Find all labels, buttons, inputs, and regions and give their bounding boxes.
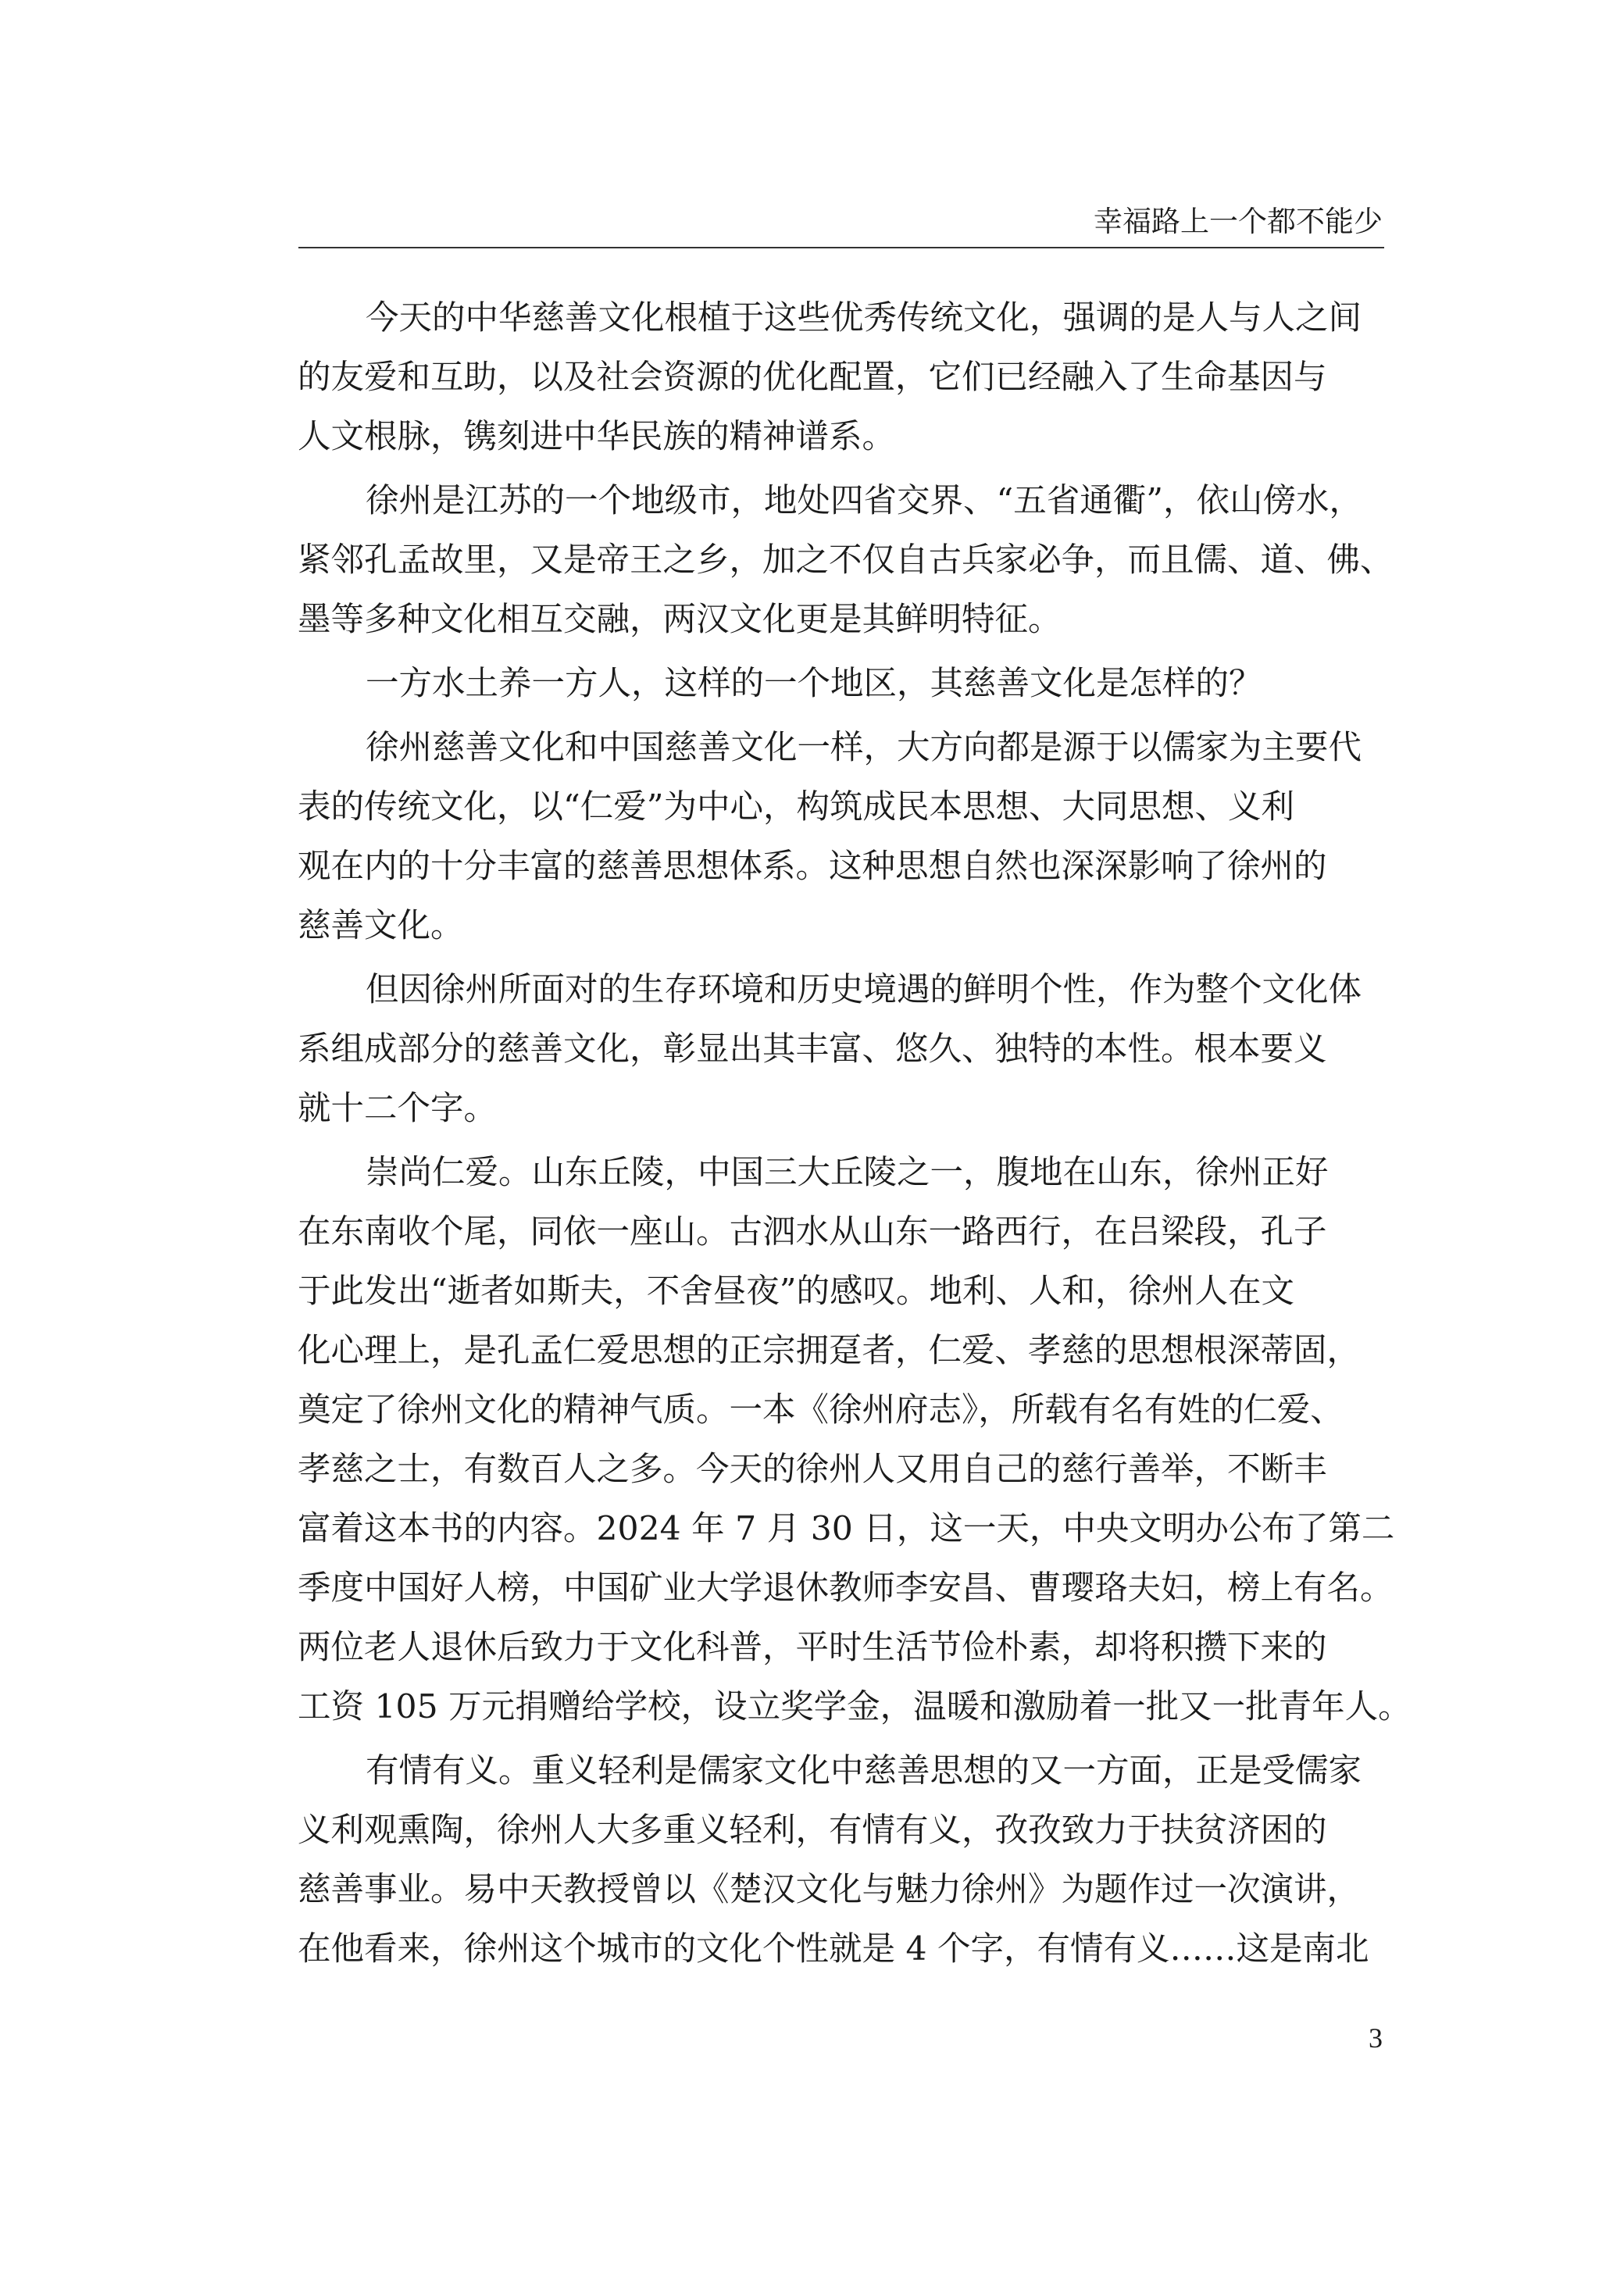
text-line: 人文根脉，镌刻进中华民族的精神谱系。 [298, 418, 896, 456]
text-line: 在他看来，徐州这个城市的文化个性就是 4 个字，有情有义……这是南北 [298, 1930, 1369, 1968]
running-title: 幸福路上一个都不能少 [1094, 205, 1383, 238]
text-line: 一方水土养一方人，这样的一个地区，其慈善文化是怎样的？ [366, 665, 1262, 703]
text-line: 在东南收个尾，同依一座山。古泗水从山东一路西行，在吕梁段，孔子 [298, 1213, 1327, 1251]
text-line: 徐州慈善文化和中国慈善文化一样，大方向都是源于以儒家为主要代 [366, 729, 1362, 767]
text-line: 两位老人退休后致力于文化科普，平时生活节俭朴素，却将积攒下来的 [298, 1629, 1327, 1667]
text-line: 工资 105 万元捐赠给学校，设立奖学金，温暖和激励着一批又一批青年人。 [298, 1688, 1412, 1726]
text-line: 的友爱和互助，以及社会资源的优化配置，它们已经融入了生命基因与 [298, 359, 1327, 397]
text-line: 慈善事业。易中天教授曾以《楚汉文化与魅力徐州》为题作过一次演讲， [298, 1871, 1361, 1909]
text-line: 墨等多种文化相互交融，两汉文化更是其鲜明特征。 [298, 601, 1062, 639]
text-line: 就十二个字。 [298, 1090, 498, 1128]
text-line: 但因徐州所面对的生存环境和历史境遇的鲜明个性，作为整个文化体 [366, 971, 1362, 1009]
text-line: 于此发出“逝者如斯夫，不舍昼夜”的感叹。地利、人和，徐州人在文 [298, 1272, 1294, 1311]
text-line: 系组成部分的慈善文化，彰显出其丰富、悠久、独特的本性。根本要义 [298, 1030, 1327, 1069]
text-line: 慈善文化。 [298, 907, 464, 945]
header-rule [298, 247, 1384, 248]
text-line: 季度中国好人榜，中国矿业大学退休教师李安昌、曹璎珞夫妇，榜上有名。 [298, 1569, 1394, 1608]
text-line: 今天的中华慈善文化根植于这些优秀传统文化，强调的是人与人之间 [366, 299, 1362, 337]
text-line: 表的传统文化，以“仁爱”为中心，构筑成民本思想、大同思想、义利 [298, 788, 1294, 826]
text-line: 富着这本书的内容。2024 年 7 月 30 日，这一天，中央文明办公布了第二 [298, 1510, 1395, 1548]
text-line: 奠定了徐州文化的精神气质。一本《徐州府志》，所载有名有姓的仁爱、 [298, 1391, 1344, 1429]
text-line: 崇尚仁爱。山东丘陵，中国三大丘陵之一，腹地在山东，徐州正好 [366, 1154, 1329, 1192]
text-line: 孝慈之士，有数百人之多。今天的徐州人又用自己的慈行善举，不断丰 [298, 1451, 1327, 1489]
text-line: 有情有义。重义轻利是儒家文化中慈善思想的又一方面，正是受儒家 [366, 1752, 1362, 1790]
text-line: 徐州是江苏的一个地级市，地处四省交界、“五省通衢”，依山傍水， [366, 482, 1362, 520]
page-number: 3 [1369, 2022, 1383, 2054]
text-line: 紧邻孔孟故里，又是帝王之乡，加之不仅自古兵家必争，而且儒、道、佛、 [298, 541, 1394, 580]
text-line: 观在内的十分丰富的慈善思想体系。这种思想自然也深深影响了徐州的 [298, 848, 1327, 886]
text-line: 义利观熏陶，徐州人大多重义轻利，有情有义，孜孜致力于扶贫济困的 [298, 1811, 1327, 1850]
text-line: 化心理上，是孔孟仁爱思想的正宗拥趸者，仁爱、孝慈的思想根深蒂固， [298, 1332, 1361, 1370]
body-text [298, 289, 1412, 1979]
